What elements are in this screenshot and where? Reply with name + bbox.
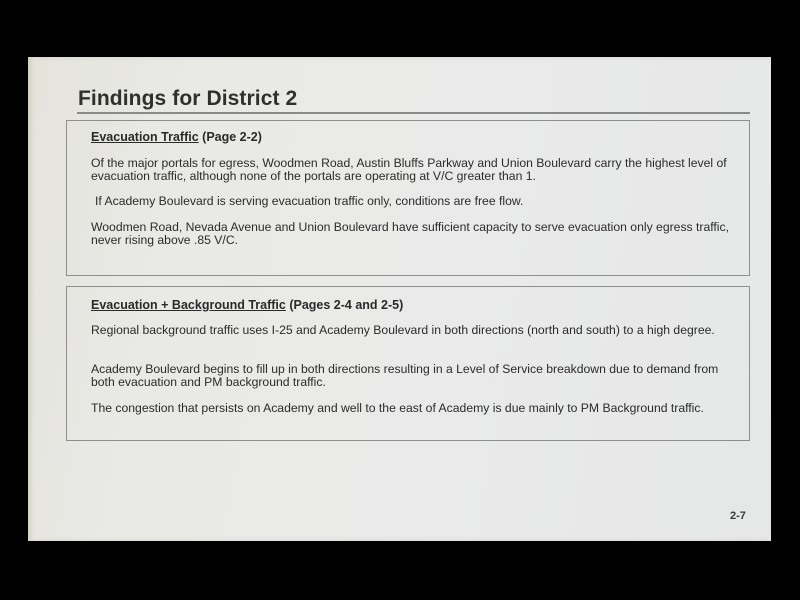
paragraph: The congestion that persists on Academy and well to the east of Academy is due mainly to PM Background traffic. [91,401,704,415]
page-number: 2-7 [730,510,746,522]
section-title-text: Evacuation Traffic [91,130,199,144]
document-page [28,57,771,541]
section-title [91,298,403,312]
paragraph: Regional background traffic uses I-25 and Academy Boulevard in both directions (north and south) to a high degree. [91,323,715,337]
page-title: Findings for District 2 [78,87,298,110]
section-title-text: Evacuation + Background Traffic [91,298,286,312]
findings-box-evacuation-background-traffic [66,286,750,441]
paragraph: Academy Boulevard begins to fill up in both directions resulting in a Level of Service breakdown due to demand from both evacuation and PM background traffic. [91,362,719,389]
paragraph: Of the major portals for egress, Woodmen Road, Austin Bluffs Parkway and Union Boulevard carry the highest level of evacuation traffic, although none of the portals are operating at V/C greater than 1. [91,156,727,183]
paragraph: If Academy Boulevard is serving evacuation traffic only, conditions are free flow. [95,194,524,208]
section-page-ref: (Page 2-2) [202,130,262,144]
section-title [91,130,262,144]
paragraph: Woodmen Road, Nevada Avenue and Union Boulevard have sufficient capacity to serve evacuation only egress traffic, never rising above .85 V/C. [91,220,729,247]
findings-box-evacuation-traffic [66,120,750,276]
heading-divider [77,112,750,114]
section-page-ref: (Pages 2-4 and 2-5) [289,298,404,312]
